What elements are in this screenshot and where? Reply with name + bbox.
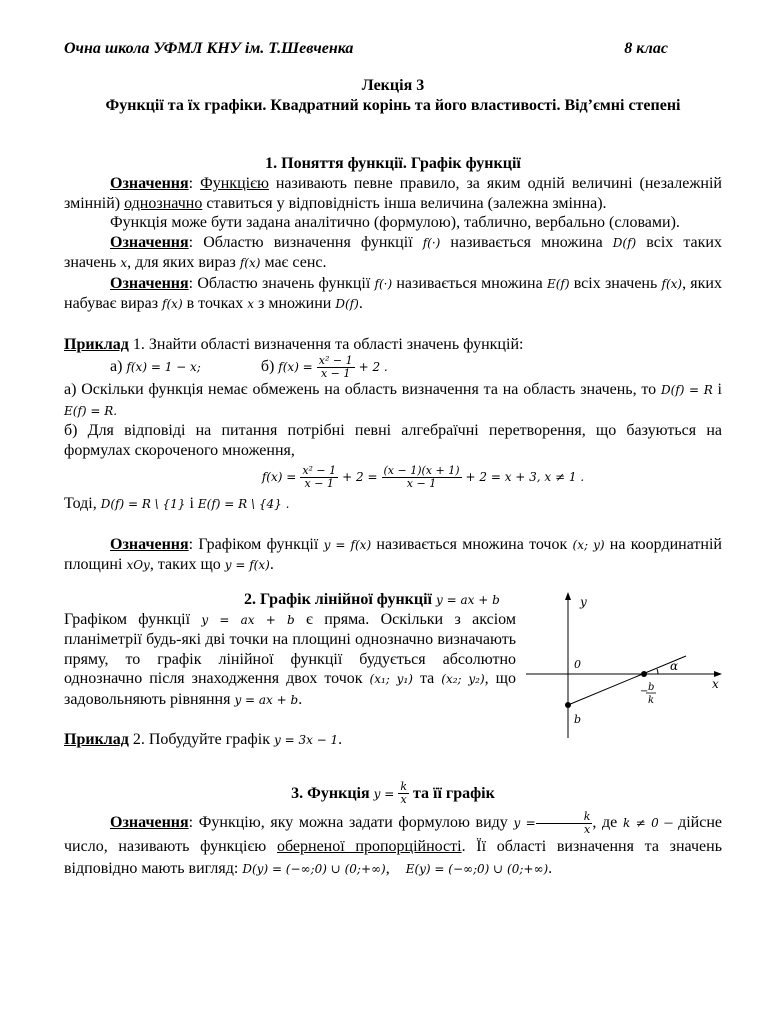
definition-range: Означення: Областю значень функції f(·) називається множина E(f) всіх значень f(x), яких набуває вираз f(x) в точках x з множини D(f). (64, 274, 722, 312)
section-1-title: 1. Поняття функції. Графік функції (265, 155, 521, 172)
y-intercept-point (565, 702, 571, 708)
x-intercept-point (641, 671, 647, 677)
graph-line (568, 656, 686, 705)
example-label: Приклад (64, 335, 129, 353)
b-label: b (574, 712, 582, 726)
x-intercept-minus: − (640, 685, 649, 697)
term-inverse-proportion: оберненої пропорційності (276, 837, 462, 855)
section-2-title: 2. Графік лінійної функції y = ax + b (244, 590, 500, 608)
calculation: f(x) = $\frac{\text{x² − 1}}{x - 1}$ + 2 = $\frac{(x - 1)(x + 1)}{x - 1}$ + 2 = x + 3, x ≠ 1 . (261, 463, 585, 490)
alpha-label: α (670, 658, 679, 673)
page-header (64, 40, 722, 62)
definition-function: Означення: Функцією називають певне правило, за яким одній величині (незалежній змінній) однозначно ставиться у відповідність інша величина (залежна змінна). (64, 175, 722, 212)
x-label: x (712, 676, 719, 691)
y-label: y (580, 594, 587, 609)
x-intercept-k: k (648, 694, 655, 706)
x-intercept-b: b (648, 681, 655, 693)
answer-a: а) Оскільки функція немає обмежень на область визначення та на область значень, то D(f) = R і E(f) = R. (64, 381, 722, 418)
definition-domain: Означення: Областю визначення функції f(·) називається множина D(f) всіх таких значень x, для яких вираз f(x) має сенс. (64, 233, 722, 271)
term-function: Функцією (200, 175, 269, 192)
formula-a: f(x) = 1 − x; (126, 360, 201, 374)
formula-b-fraction: $\frac{\text{x² − 1}}{x - 1}$ (318, 353, 353, 380)
linear-function-graph (524, 590, 724, 740)
example-2: Приклад 2. Побудуйте графік y = 3x − 1. (64, 731, 343, 748)
paragraph-function-ways: Функція може бути задана аналітично (формулою), таблично, вербально (словами). (110, 214, 680, 231)
definition-inverse-proportion: Означення: Функцію, яку можна задати формулою виду y = $\frac{k}{x}$ , де k ≠ 0 – дійсне число, називають функцією оберненої пропорційності. Її області визначення та значень відповідно мають вигляд: D(y) = (−∞;0) ∪ (0;+∞), E(y) = (−∞;0) ∪ (0;+∞). (64, 809, 723, 877)
lecture-title: Функції та їх графіки. Квадратний корінь та його властивості. Від’ємні степені (105, 97, 681, 114)
then-line: Тоді, D(f) = R \ {1} і E(f) = R \ {4} . (64, 495, 290, 512)
origin-label: 0 (574, 657, 581, 671)
linear-function-text: Графіком функції y = ax + b є пряма. Оскільки з аксіом планіметрії будь-які дві точки на площині однозначно визначають пряму, то графік лінійної функції будується абсолютно однозначно після знаходження двох точок (x₁; y₁) та (x₂; y₂), що задовольняють рівняння y = ax + b. (64, 610, 516, 708)
term-uniquely: однозначно (124, 194, 203, 212)
section-2 (64, 590, 722, 751)
y-axis-arrow (565, 592, 571, 600)
answer-b: б) Для відповіді на питання потрібні певні алгебраїчні перетворення, що базуються на формулах скороченого множення, (64, 422, 722, 459)
definition-graph: Означення: Графіком функції y = f(x) називається множина точок (x; y) на координатній площині xOy, таких що y = f(x). (64, 535, 722, 573)
page (64, 40, 722, 880)
example-1-tasks: а) f(x) = 1 − x; б) f(x) = $\frac{\text{x² − 1}}{x - 1}$ + 2 . (110, 353, 388, 380)
section-3-title: 3. Функція y = $\frac{k}{x}$ та її графік (291, 780, 495, 807)
lecture-number: Лекція 3 (361, 77, 425, 94)
angle-arc (657, 669, 658, 674)
school-name: Очна школа УФМЛ КНУ ім. Т.Шевченка (64, 40, 354, 57)
definition-label: Означення (110, 175, 189, 192)
grade: 8 клас (624, 40, 668, 57)
example-1: Приклад 1. Знайти області визначення та області значень функцій: (64, 335, 524, 353)
